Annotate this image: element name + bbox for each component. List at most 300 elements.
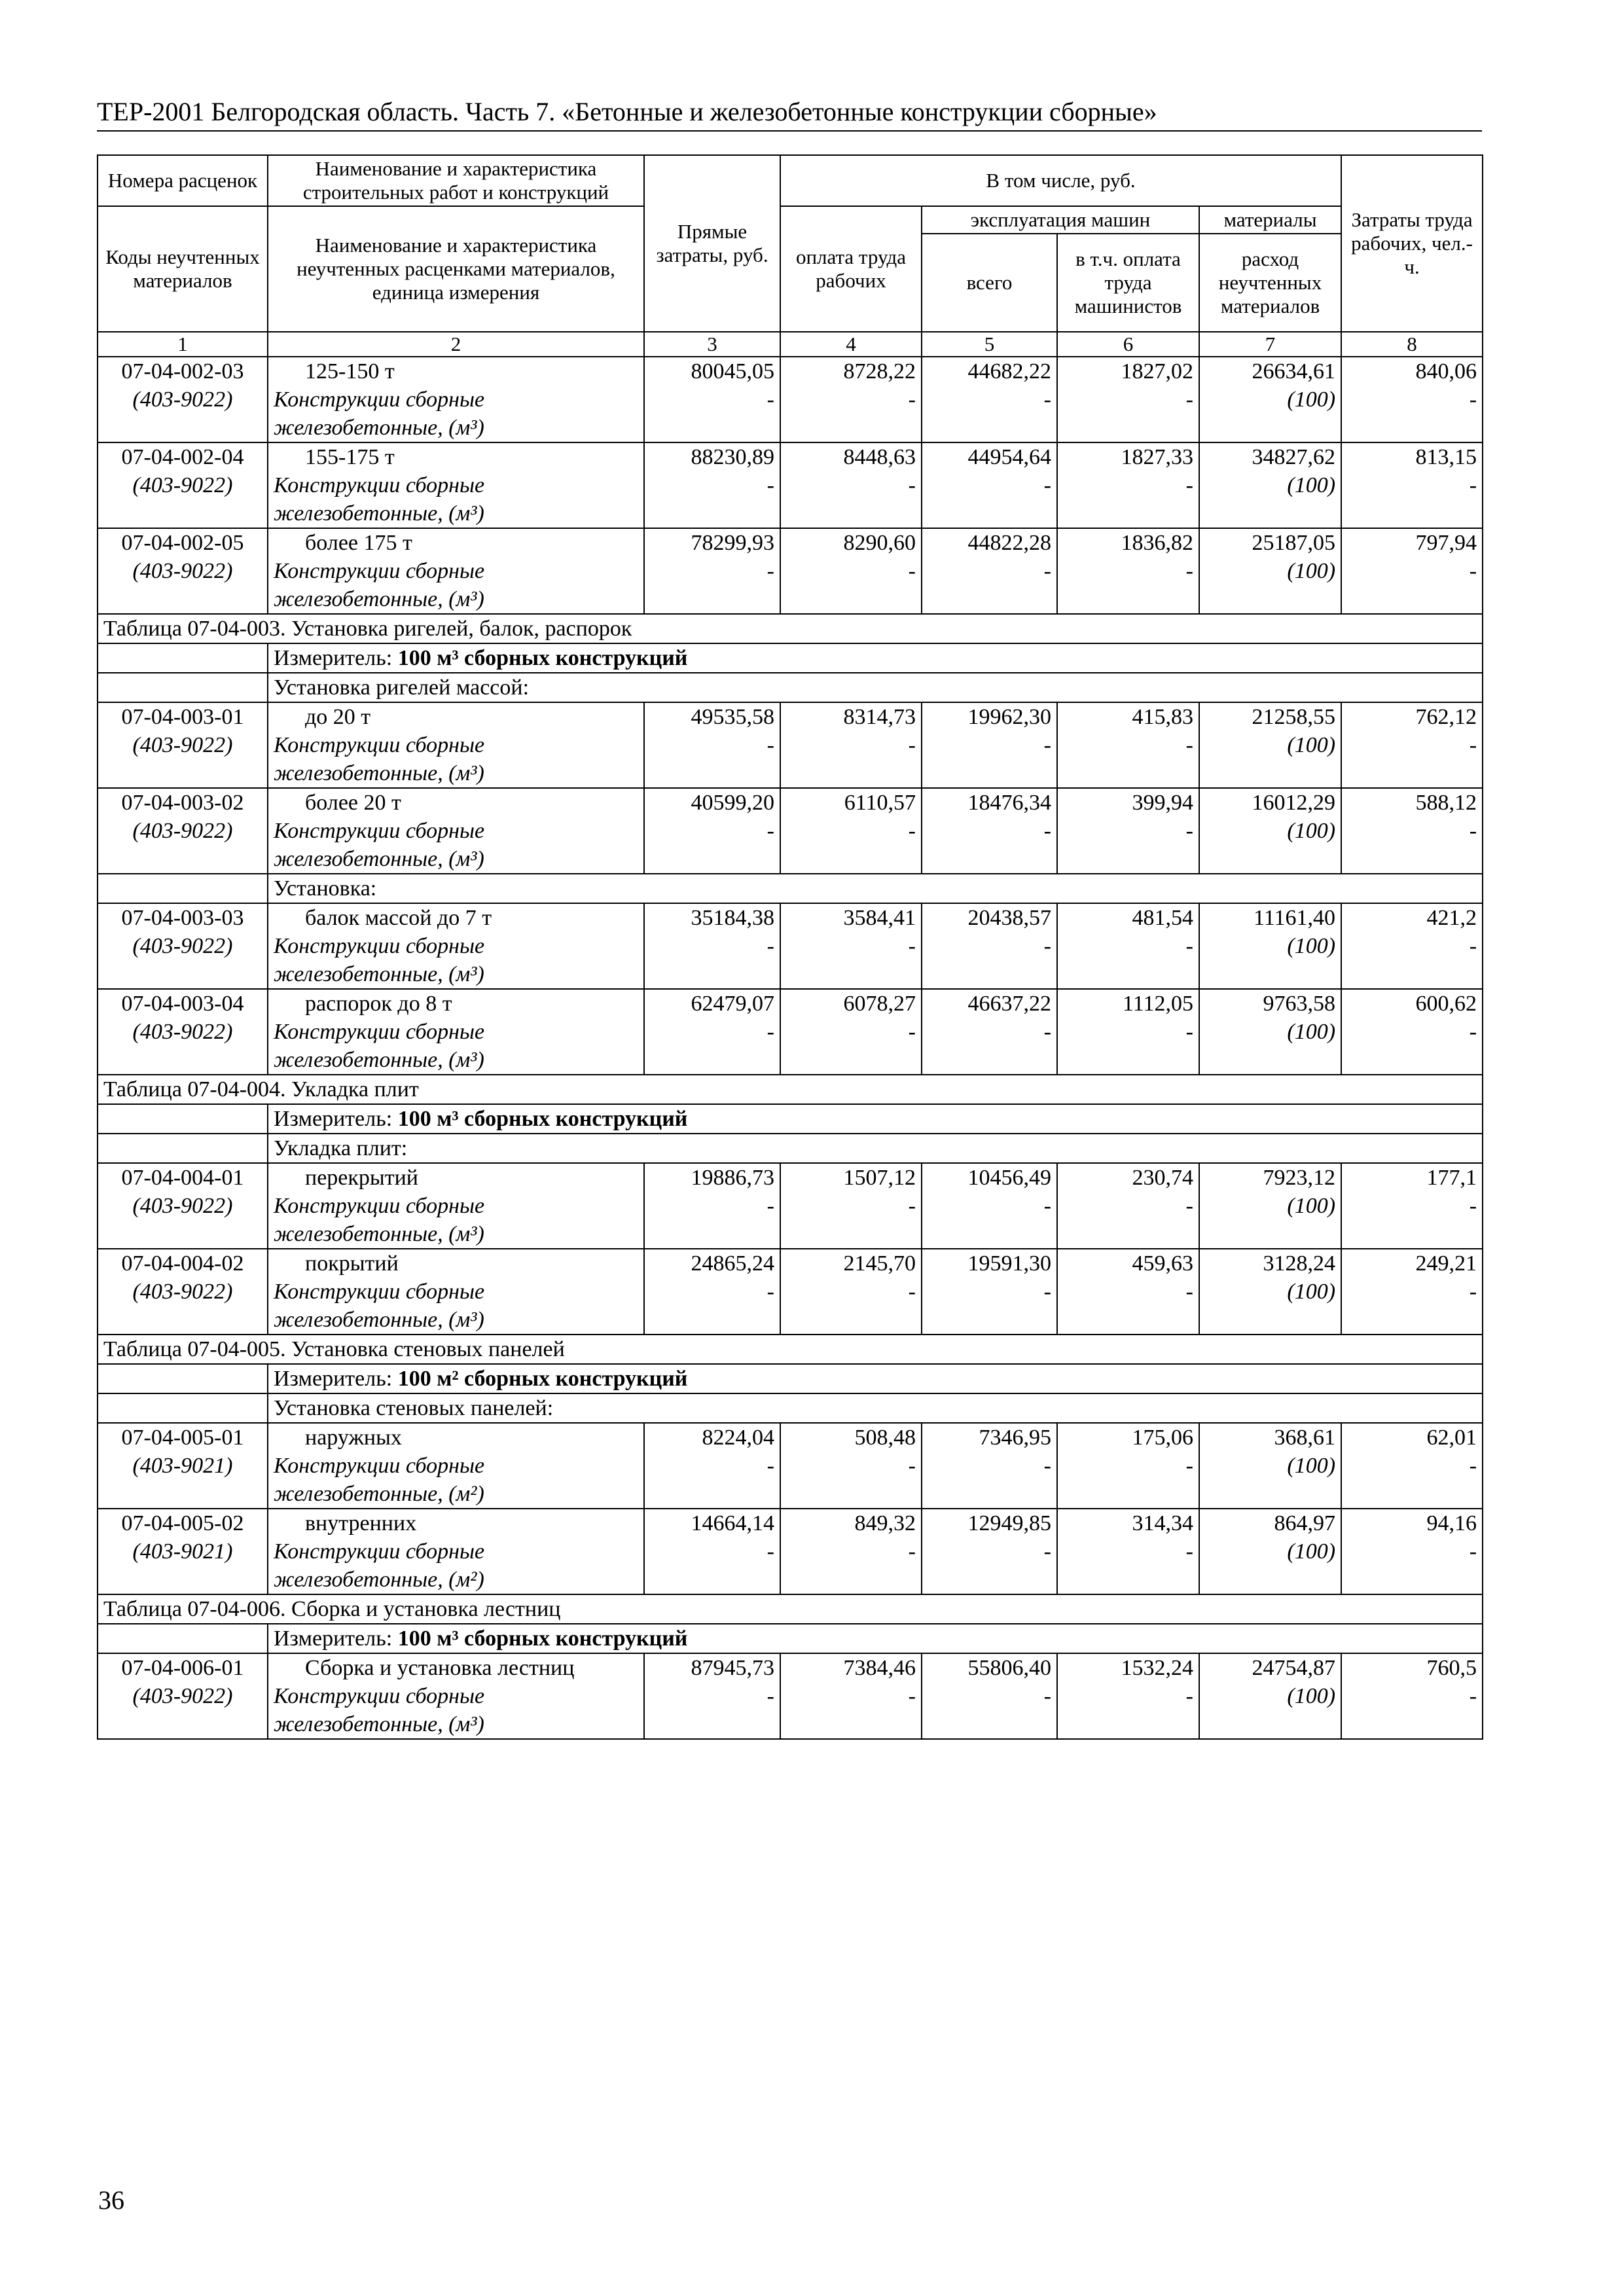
machinists-pay: 230,74 (1132, 1166, 1193, 1190)
rate-name: покрытий (305, 1251, 399, 1276)
direct-cost-cell (644, 1249, 780, 1335)
labor-hours-cell (1341, 528, 1483, 614)
measure-label: Измеритель: (274, 1107, 393, 1131)
rate-name-cell (268, 528, 644, 614)
labor-hours: 94,16 (1426, 1511, 1477, 1535)
materials-cell (1199, 528, 1341, 614)
materials-cost: 7923,12 (1263, 1166, 1336, 1190)
column-numbers-row (98, 332, 1483, 357)
measure-blank (98, 1364, 268, 1393)
table-row (98, 1509, 1483, 1594)
price-table (97, 154, 1483, 1740)
header-materials-sub: расход неучтенных материалов (1199, 234, 1341, 332)
measure-label: Измеритель: (274, 646, 393, 670)
column-number: 1 (98, 332, 268, 357)
subheader-blank (98, 673, 268, 702)
machines-total-cell (922, 702, 1057, 788)
labor-hours: 421,2 (1426, 906, 1477, 930)
material-quantity: (100) (1287, 1020, 1336, 1044)
dash: - (1043, 473, 1051, 497)
material-code: (403-9022) (132, 733, 233, 757)
measure-value: 100 м³ сборных конструкций (397, 1626, 688, 1651)
machines-total: 44822,28 (967, 531, 1051, 555)
material-code: (403-9022) (132, 819, 233, 843)
machinists-pay: 399,94 (1132, 791, 1193, 815)
table-row (98, 1249, 1483, 1335)
machinists-pay-cell (1057, 528, 1199, 614)
rate-code: 07-04-003-03 (121, 906, 244, 930)
labor-hours-cell (1341, 357, 1483, 442)
rate-name: до 20 т (305, 705, 371, 729)
labor-pay-cell (780, 528, 922, 614)
dash: - (767, 733, 774, 757)
material-name: Конструкции сборные (274, 1280, 485, 1304)
material-quantity: (100) (1287, 1684, 1336, 1708)
rate-code-cell (98, 702, 268, 788)
labor-pay-cell (780, 989, 922, 1075)
rate-name-cell (268, 903, 644, 989)
machinists-pay: 1836,82 (1121, 531, 1193, 555)
rate-code: 07-04-005-02 (121, 1511, 244, 1535)
materials-cost: 368,61 (1274, 1426, 1336, 1450)
machinists-pay: 1532,24 (1121, 1656, 1193, 1680)
direct-cost: 40599,20 (691, 791, 774, 815)
table-row (98, 903, 1483, 989)
labor-pay: 1507,12 (843, 1166, 916, 1190)
header-direct: Прямые затраты, руб. (644, 155, 780, 332)
header-materials: материалы (1199, 206, 1341, 234)
header-including: В том числе, руб. (780, 155, 1341, 206)
labor-pay-cell (780, 1653, 922, 1739)
header-labor-cost: Затраты труда рабочих, чел.-ч. (1341, 155, 1483, 332)
machines-total: 10456,49 (967, 1166, 1051, 1190)
materials-cell (1199, 788, 1341, 874)
labor-hours: 797,94 (1415, 531, 1477, 555)
dash: - (1043, 1280, 1051, 1304)
labor-hours-cell (1341, 903, 1483, 989)
labor-pay: 7384,46 (843, 1656, 916, 1680)
dash: - (908, 559, 916, 583)
dash: - (1185, 559, 1193, 583)
machinists-pay: 415,83 (1132, 705, 1193, 729)
dash: - (1469, 1539, 1477, 1564)
subheader: Укладка плит: (268, 1134, 1483, 1163)
direct-cost: 49535,58 (691, 705, 774, 729)
materials-cell (1199, 989, 1341, 1075)
material-unit: железобетонные, (м³) (274, 1048, 484, 1072)
dash: - (1185, 1684, 1193, 1708)
labor-pay: 508,48 (854, 1426, 916, 1450)
labor-pay: 8448,63 (843, 445, 916, 469)
materials-cost: 21258,55 (1252, 705, 1336, 729)
rate-name-cell (268, 1249, 644, 1335)
labor-pay-cell (780, 357, 922, 442)
materials-cell (1199, 442, 1341, 528)
dash: - (1469, 473, 1477, 497)
dash: - (908, 1280, 916, 1304)
rate-code-cell (98, 1163, 268, 1249)
machinists-pay: 459,63 (1132, 1251, 1193, 1276)
dash: - (1185, 1020, 1193, 1044)
section-title: Таблица 07-04-004. Укладка плит (98, 1075, 1483, 1104)
rate-code: 07-04-002-05 (121, 531, 244, 555)
measure-blank (98, 1104, 268, 1134)
labor-pay-cell (780, 903, 922, 989)
rate-code-cell (98, 788, 268, 874)
machinists-pay: 1827,02 (1121, 359, 1193, 384)
measure-blank (98, 643, 268, 673)
labor-pay-cell (780, 1163, 922, 1249)
machines-total: 19591,30 (967, 1251, 1051, 1276)
table-body (98, 357, 1483, 1739)
labor-pay: 3584,41 (843, 906, 916, 930)
material-name: Конструкции сборные (274, 1684, 485, 1708)
direct-cost: 14664,14 (691, 1511, 774, 1535)
dash: - (767, 387, 774, 412)
labor-hours-cell (1341, 1163, 1483, 1249)
dash: - (908, 934, 916, 958)
materials-cost: 26634,61 (1252, 359, 1336, 384)
materials-cost: 34827,62 (1252, 445, 1336, 469)
rate-code: 07-04-003-04 (121, 992, 244, 1016)
material-quantity: (100) (1287, 819, 1336, 843)
dash: - (1469, 819, 1477, 843)
labor-hours-cell (1341, 702, 1483, 788)
machines-total-cell (922, 1423, 1057, 1509)
dash: - (1185, 934, 1193, 958)
section-title-row (98, 614, 1483, 643)
dash: - (1043, 1539, 1051, 1564)
page-header-title: ТЕР-2001 Белгородская область. Часть 7. «Бетонные и железобетонные конструкции сборные» (97, 95, 1482, 132)
material-unit: железобетонные, (м³) (274, 1222, 484, 1246)
rate-code: 07-04-005-01 (121, 1426, 244, 1450)
dash: - (1185, 1539, 1193, 1564)
direct-cost: 80045,05 (691, 359, 774, 384)
rate-name-cell (268, 1509, 644, 1594)
rate-code-cell (98, 1249, 268, 1335)
material-quantity: (100) (1287, 1454, 1336, 1478)
table-row (98, 1653, 1483, 1739)
dash: - (767, 1020, 774, 1044)
rate-name-cell (268, 788, 644, 874)
dash: - (767, 559, 774, 583)
machines-total: 7346,95 (979, 1426, 1051, 1450)
material-unit: железобетонные, (м²) (274, 1568, 484, 1592)
machinists-pay-cell (1057, 989, 1199, 1075)
direct-cost: 78299,93 (691, 531, 774, 555)
machines-total-cell (922, 442, 1057, 528)
subheader: Установка ригелей массой: (268, 673, 1483, 702)
rate-code: 07-04-003-01 (121, 705, 244, 729)
measure-label: Измеритель: (274, 1626, 393, 1651)
labor-pay-cell (780, 1509, 922, 1594)
direct-cost-cell (644, 903, 780, 989)
dash: - (1043, 559, 1051, 583)
rate-name-cell (268, 1653, 644, 1739)
rate-name: 155-175 т (305, 445, 395, 469)
materials-cell (1199, 1163, 1341, 1249)
machines-total-cell (922, 903, 1057, 989)
material-name: Конструкции сборные (274, 1539, 485, 1564)
dash: - (767, 1684, 774, 1708)
machines-total-cell (922, 357, 1057, 442)
machinists-pay-cell (1057, 357, 1199, 442)
machines-total: 20438,57 (967, 906, 1051, 930)
rate-name: более 20 т (305, 791, 401, 815)
column-number: 3 (644, 332, 780, 357)
material-quantity: (100) (1287, 733, 1336, 757)
material-unit: железобетонные, (м³) (274, 847, 484, 871)
labor-hours: 249,21 (1415, 1251, 1477, 1276)
subheader-row (98, 1393, 1483, 1423)
direct-cost-cell (644, 1423, 780, 1509)
dash: - (1043, 733, 1051, 757)
dash: - (1185, 387, 1193, 412)
measure-row (98, 643, 1483, 673)
labor-hours-cell (1341, 1423, 1483, 1509)
labor-hours: 813,15 (1415, 445, 1477, 469)
material-code: (403-9021) (132, 1454, 233, 1478)
direct-cost: 35184,38 (691, 906, 774, 930)
machines-total-cell (922, 989, 1057, 1075)
dash: - (908, 1454, 916, 1478)
rate-name-cell (268, 702, 644, 788)
dash: - (908, 1194, 916, 1218)
material-unit: железобетонные, (м³) (274, 962, 484, 986)
machines-total-cell (922, 1509, 1057, 1594)
machines-total: 18476,34 (967, 791, 1051, 815)
dash: - (767, 473, 774, 497)
material-code: (403-9022) (132, 1684, 233, 1708)
machinists-pay-cell (1057, 1653, 1199, 1739)
labor-hours: 840,06 (1415, 359, 1477, 384)
machinists-pay-cell (1057, 1423, 1199, 1509)
header-machines-total: всего (922, 234, 1057, 332)
rate-name-cell (268, 1423, 644, 1509)
dash: - (1469, 1194, 1477, 1218)
dash: - (1043, 1020, 1051, 1044)
labor-pay-cell (780, 788, 922, 874)
dash: - (1469, 1684, 1477, 1708)
labor-pay-cell (780, 1423, 922, 1509)
material-quantity: (100) (1287, 473, 1336, 497)
dash: - (1185, 473, 1193, 497)
materials-cell (1199, 702, 1341, 788)
labor-hours: 600,62 (1415, 992, 1477, 1016)
rate-code-cell (98, 989, 268, 1075)
table-head (98, 155, 1483, 357)
direct-cost-cell (644, 528, 780, 614)
measure-blank (98, 1624, 268, 1653)
direct-cost: 62479,07 (691, 992, 774, 1016)
machines-total: 46637,22 (967, 992, 1051, 1016)
rate-code: 07-04-004-01 (121, 1166, 244, 1190)
labor-hours-cell (1341, 788, 1483, 874)
machines-total-cell (922, 1653, 1057, 1739)
machinists-pay-cell (1057, 702, 1199, 788)
subheader-row (98, 1134, 1483, 1163)
rate-name-cell (268, 357, 644, 442)
dash: - (1043, 934, 1051, 958)
dash: - (1469, 387, 1477, 412)
labor-hours: 588,12 (1415, 791, 1477, 815)
rate-name: Сборка и установка лестниц (305, 1656, 575, 1680)
machinists-pay: 1827,33 (1121, 445, 1193, 469)
material-code: (403-9021) (132, 1539, 233, 1564)
header-codes: Номера расценок (98, 155, 268, 206)
labor-hours: 177,1 (1426, 1166, 1477, 1190)
section-title: Таблица 07-04-006. Сборка и установка лестниц (98, 1594, 1483, 1624)
machines-total-cell (922, 1163, 1057, 1249)
labor-hours-cell (1341, 1653, 1483, 1739)
materials-cost: 864,97 (1274, 1511, 1336, 1535)
materials-cost: 3128,24 (1263, 1251, 1336, 1276)
subheader-blank (98, 874, 268, 903)
material-unit: железобетонные, (м³) (274, 587, 484, 611)
material-name: Конструкции сборные (274, 934, 485, 958)
measure-value: 100 м² сборных конструкций (397, 1367, 688, 1391)
direct-cost-cell (644, 788, 780, 874)
column-number: 2 (268, 332, 644, 357)
direct-cost-cell (644, 1509, 780, 1594)
material-name: Конструкции сборные (274, 1020, 485, 1044)
direct-cost-cell (644, 357, 780, 442)
material-unit: железобетонные, (м³) (274, 501, 484, 526)
direct-cost-cell (644, 702, 780, 788)
machines-total: 55806,40 (967, 1656, 1051, 1680)
measure-label: Измеритель: (274, 1367, 393, 1391)
material-code: (403-9022) (132, 387, 233, 412)
materials-cell (1199, 1249, 1341, 1335)
rate-name-cell (268, 1163, 644, 1249)
rate-code-cell (98, 357, 268, 442)
subheader-row (98, 874, 1483, 903)
dash: - (908, 1020, 916, 1044)
section-title-row (98, 1335, 1483, 1364)
column-number: 4 (780, 332, 922, 357)
labor-pay: 6078,27 (843, 992, 916, 1016)
machinists-pay-cell (1057, 903, 1199, 989)
material-name: Конструкции сборные (274, 819, 485, 843)
materials-cell (1199, 903, 1341, 989)
materials-cost: 25187,05 (1252, 531, 1336, 555)
machinists-pay-cell (1057, 1509, 1199, 1594)
rate-name: 125-150 т (305, 359, 395, 384)
material-name: Конструкции сборные (274, 1454, 485, 1478)
labor-hours-cell (1341, 1509, 1483, 1594)
measure-row (98, 1364, 1483, 1393)
machinists-pay: 1112,05 (1123, 992, 1193, 1016)
measure-cell (268, 1104, 1483, 1134)
table-row (98, 357, 1483, 442)
labor-hours-cell (1341, 1249, 1483, 1335)
table-row (98, 442, 1483, 528)
material-quantity: (100) (1287, 559, 1336, 583)
material-code: (403-9022) (132, 1020, 233, 1044)
labor-pay: 8728,22 (843, 359, 916, 384)
dash: - (1185, 1454, 1193, 1478)
page-number: 36 (98, 2185, 124, 2215)
labor-hours: 762,12 (1415, 705, 1477, 729)
material-code: (403-9022) (132, 934, 233, 958)
column-number: 6 (1057, 332, 1199, 357)
dash: - (767, 819, 774, 843)
machinists-pay-cell (1057, 1163, 1199, 1249)
machines-total-cell (922, 788, 1057, 874)
measure-row (98, 1624, 1483, 1653)
labor-hours: 62,01 (1426, 1426, 1477, 1450)
labor-pay: 849,32 (854, 1511, 916, 1535)
dash: - (908, 473, 916, 497)
direct-cost: 88230,89 (691, 445, 774, 469)
machinists-pay-cell (1057, 442, 1199, 528)
dash: - (767, 934, 774, 958)
labor-hours-cell (1341, 442, 1483, 528)
header-labor-pay: оплата труда рабочих (780, 206, 922, 332)
rate-name-cell (268, 442, 644, 528)
material-quantity: (100) (1287, 934, 1336, 958)
machinists-pay: 175,06 (1132, 1426, 1193, 1450)
materials-cell (1199, 357, 1341, 442)
materials-cost: 24754,87 (1252, 1656, 1336, 1680)
dash: - (767, 1280, 774, 1304)
labor-pay: 8290,60 (843, 531, 916, 555)
dash: - (908, 733, 916, 757)
materials-cell (1199, 1653, 1341, 1739)
rate-code: 07-04-002-03 (121, 359, 244, 384)
column-number: 8 (1341, 332, 1483, 357)
material-name: Конструкции сборные (274, 733, 485, 757)
material-quantity: (100) (1287, 1194, 1336, 1218)
dash: - (1185, 1194, 1193, 1218)
material-code: (403-9022) (132, 1194, 233, 1218)
dash: - (1185, 733, 1193, 757)
material-quantity: (100) (1287, 1539, 1336, 1564)
direct-cost-cell (644, 1163, 780, 1249)
direct-cost: 8224,04 (702, 1426, 774, 1450)
labor-hours-cell (1341, 989, 1483, 1075)
table-row (98, 989, 1483, 1075)
header-name-sub: Наименование и характеристика неучтенных расценками материалов, единица измерения (268, 206, 644, 332)
material-quantity: (100) (1287, 1280, 1336, 1304)
rate-code-cell (98, 1509, 268, 1594)
direct-cost-cell (644, 989, 780, 1075)
labor-pay-cell (780, 1249, 922, 1335)
rate-name: перекрытий (305, 1166, 418, 1190)
material-name: Конструкции сборные (274, 473, 485, 497)
machines-total-cell (922, 528, 1057, 614)
materials-cell (1199, 1423, 1341, 1509)
labor-pay: 6110,57 (844, 791, 916, 815)
materials-cost: 16012,29 (1252, 791, 1336, 815)
rate-code-cell (98, 1423, 268, 1509)
subheader-blank (98, 1393, 268, 1423)
rate-code: 07-04-002-04 (121, 445, 244, 469)
machines-total: 19962,30 (967, 705, 1051, 729)
header-machinists-pay: в т.ч. оплата труда машинистов (1057, 234, 1199, 332)
rate-code: 07-04-004-02 (121, 1251, 244, 1276)
section-title: Таблица 07-04-003. Установка ригелей, балок, распорок (98, 614, 1483, 643)
direct-cost: 19886,73 (691, 1166, 774, 1190)
dash: - (1469, 1454, 1477, 1478)
machines-total: 44682,22 (967, 359, 1051, 384)
section-title: Таблица 07-04-005. Установка стеновых панелей (98, 1335, 1483, 1364)
rate-code: 07-04-003-02 (121, 791, 244, 815)
dash: - (908, 387, 916, 412)
direct-cost-cell (644, 442, 780, 528)
material-unit: железобетонные, (м³) (274, 761, 484, 785)
subheader: Установка стеновых панелей: (268, 1393, 1483, 1423)
